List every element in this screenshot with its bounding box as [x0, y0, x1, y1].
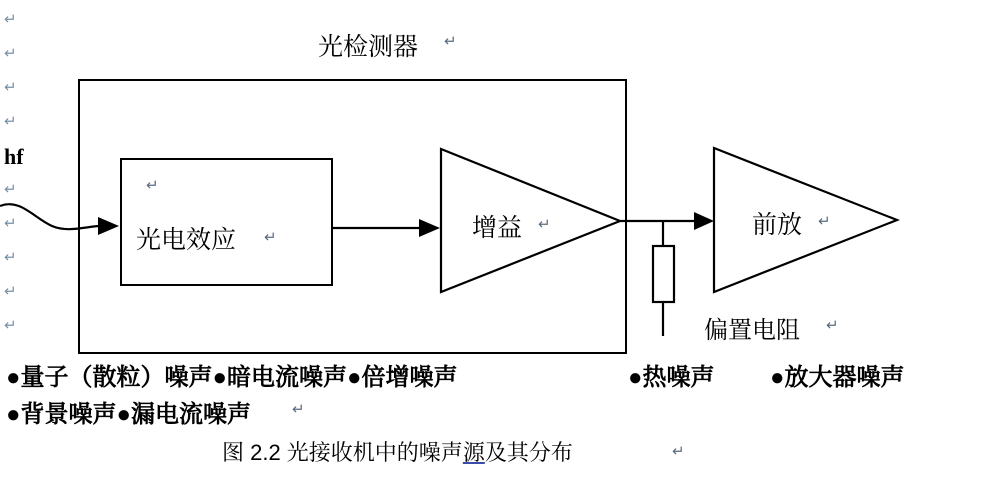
gain-label: 增益 [472, 214, 523, 242]
paragraph-mark-icon: ↵ [4, 284, 17, 300]
input-optical-signal-label: hf [4, 144, 24, 169]
paragraph-mark-icon: ↵ [4, 114, 17, 130]
paragraph-mark-icon: ↵ [672, 444, 685, 460]
paragraph-mark-icon: ↵ [818, 214, 831, 230]
photoelectric-effect-label: 光电效应 [136, 226, 237, 254]
paragraph-mark-icon: ↵ [4, 250, 17, 266]
paragraph-mark-icon: ↵ [826, 318, 839, 334]
caption-underlined-word: 源 [462, 440, 485, 465]
pe-to-gain-arrowhead-icon [419, 219, 440, 237]
paragraph-mark-icon: ↵ [292, 402, 305, 418]
gain-amplifier-triangle [441, 149, 620, 292]
preamplifier-label: 前放 [752, 211, 803, 239]
figure-caption [222, 436, 573, 467]
paragraph-mark-icon: ↵ [4, 46, 17, 62]
paragraph-mark-icon: ↵ [264, 230, 277, 246]
caption-suffix: 及其分布 [484, 440, 573, 465]
bias-resistor-label: 偏置电阻 [704, 317, 800, 344]
input-arrowhead-icon [98, 217, 119, 235]
noise-sources-line-2: ●背景噪声●漏电流噪声 [6, 401, 251, 428]
paragraph-mark-icon: ↵ [4, 216, 17, 232]
bias-resistor-symbol [653, 246, 674, 302]
paragraph-mark-icon: ↵ [4, 12, 17, 28]
detector-title: 光检测器 [318, 33, 419, 61]
input-light-path [0, 204, 98, 229]
paragraph-mark-icon: ↵ [538, 217, 551, 233]
paragraph-mark-icon: ↵ [444, 34, 457, 50]
caption-prefix: 图 2.2 光接收机中的噪声 [222, 440, 463, 465]
noise-sources-line-1: ●量子（散粒）噪声●暗电流噪声●倍增噪声 [6, 364, 458, 391]
thermal-noise-label: ●热噪声 [628, 364, 715, 391]
preamplifier-triangle [714, 148, 897, 292]
paragraph-mark-icon: ↵ [4, 318, 17, 334]
paragraph-mark-icon: ↵ [4, 182, 17, 198]
paragraph-mark-icon: ↵ [4, 80, 17, 96]
gain-to-preamp-arrowhead-icon [694, 212, 714, 230]
paragraph-mark-icon: ↵ [146, 178, 159, 194]
amplifier-noise-label: ●放大器噪声 [770, 364, 905, 391]
